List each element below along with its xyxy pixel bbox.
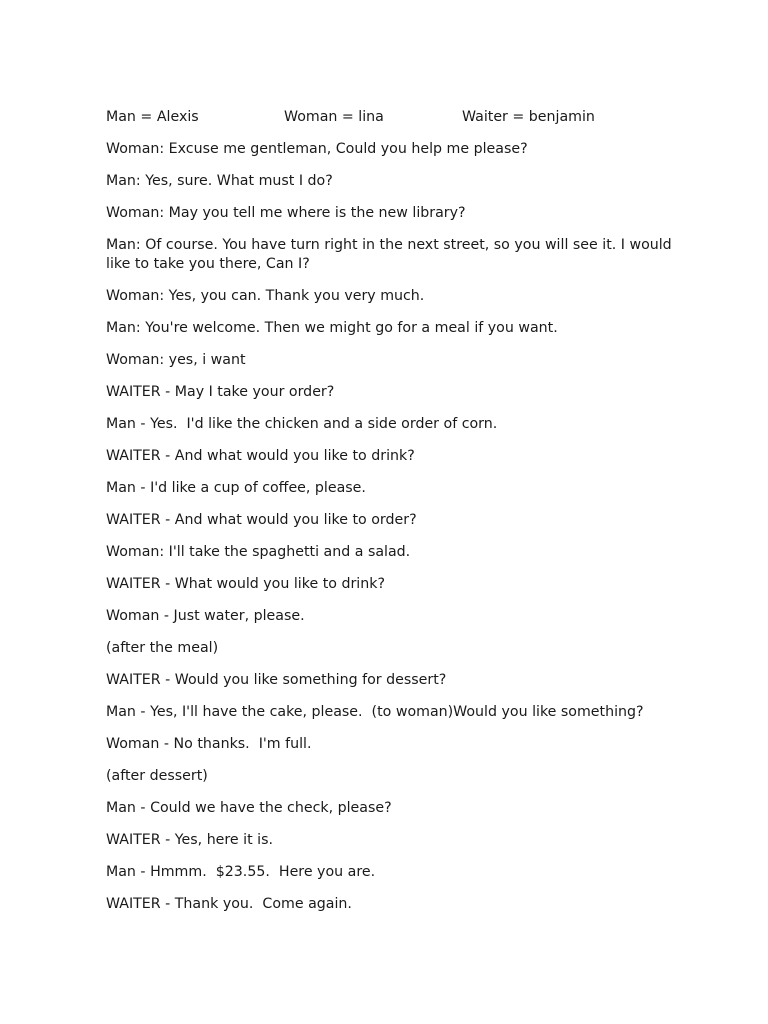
- cast-man: Man = Alexis: [106, 109, 199, 125]
- dialogue-line: Man - I'd like a cup of coffee, please.: [106, 480, 366, 496]
- dialogue-line: Woman: yes, i want: [106, 352, 246, 368]
- cast-list: [106, 108, 676, 127]
- dialogue-line: Man: Yes, sure. What must I do?: [106, 173, 333, 189]
- dialogue-line: Woman: Excuse me gentleman, Could you help me please?: [106, 141, 528, 157]
- dialogue-line: Man - Yes, I'll have the cake, please. (to woman)Would you like something?: [106, 704, 644, 720]
- dialogue-line: WAITER - And what would you like to order?: [106, 512, 417, 528]
- dialogue-line: WAITER - Yes, here it is.: [106, 832, 274, 848]
- dialogue-line: Woman - No thanks. I'm full.: [106, 736, 312, 752]
- stage-direction: (after the meal): [106, 640, 219, 656]
- dialogue-line: WAITER - And what would you like to drink?: [106, 448, 415, 464]
- dialogue-body: [106, 108, 676, 927]
- dialogue-line: WAITER - Would you like something for dessert?: [106, 672, 447, 688]
- stage-direction: (after dessert): [106, 768, 208, 784]
- dialogue-line: Woman: I'll take the spaghetti and a salad.: [106, 544, 411, 560]
- dialogue-line: Man - Could we have the check, please?: [106, 800, 392, 816]
- dialogue-line: Woman: Yes, you can. Thank you very much.: [106, 288, 425, 304]
- cast-waiter: Waiter = benjamin: [462, 109, 595, 125]
- dialogue-line: Woman - Just water, please.: [106, 608, 305, 624]
- dialogue-line: Man - Yes. I'd like the chicken and a side order of corn.: [106, 416, 498, 432]
- dialogue-line: WAITER - May I take your order?: [106, 384, 335, 400]
- dialogue-line: WAITER - What would you like to drink?: [106, 576, 385, 592]
- dialogue-line: Man: You're welcome. Then we might go for a meal if you want.: [106, 320, 558, 336]
- dialogue-line: WAITER - Thank you. Come again.: [106, 896, 352, 912]
- dialogue-line: Man - Hmmm. $23.55. Here you are.: [106, 864, 376, 880]
- dialogue-line: Man: Of course. You have turn right in the next street, so you will see it. I would like to take you there, Can I?: [106, 237, 677, 272]
- cast-woman: Woman = lina: [284, 109, 384, 125]
- dialogue-line: Woman: May you tell me where is the new library?: [106, 205, 466, 221]
